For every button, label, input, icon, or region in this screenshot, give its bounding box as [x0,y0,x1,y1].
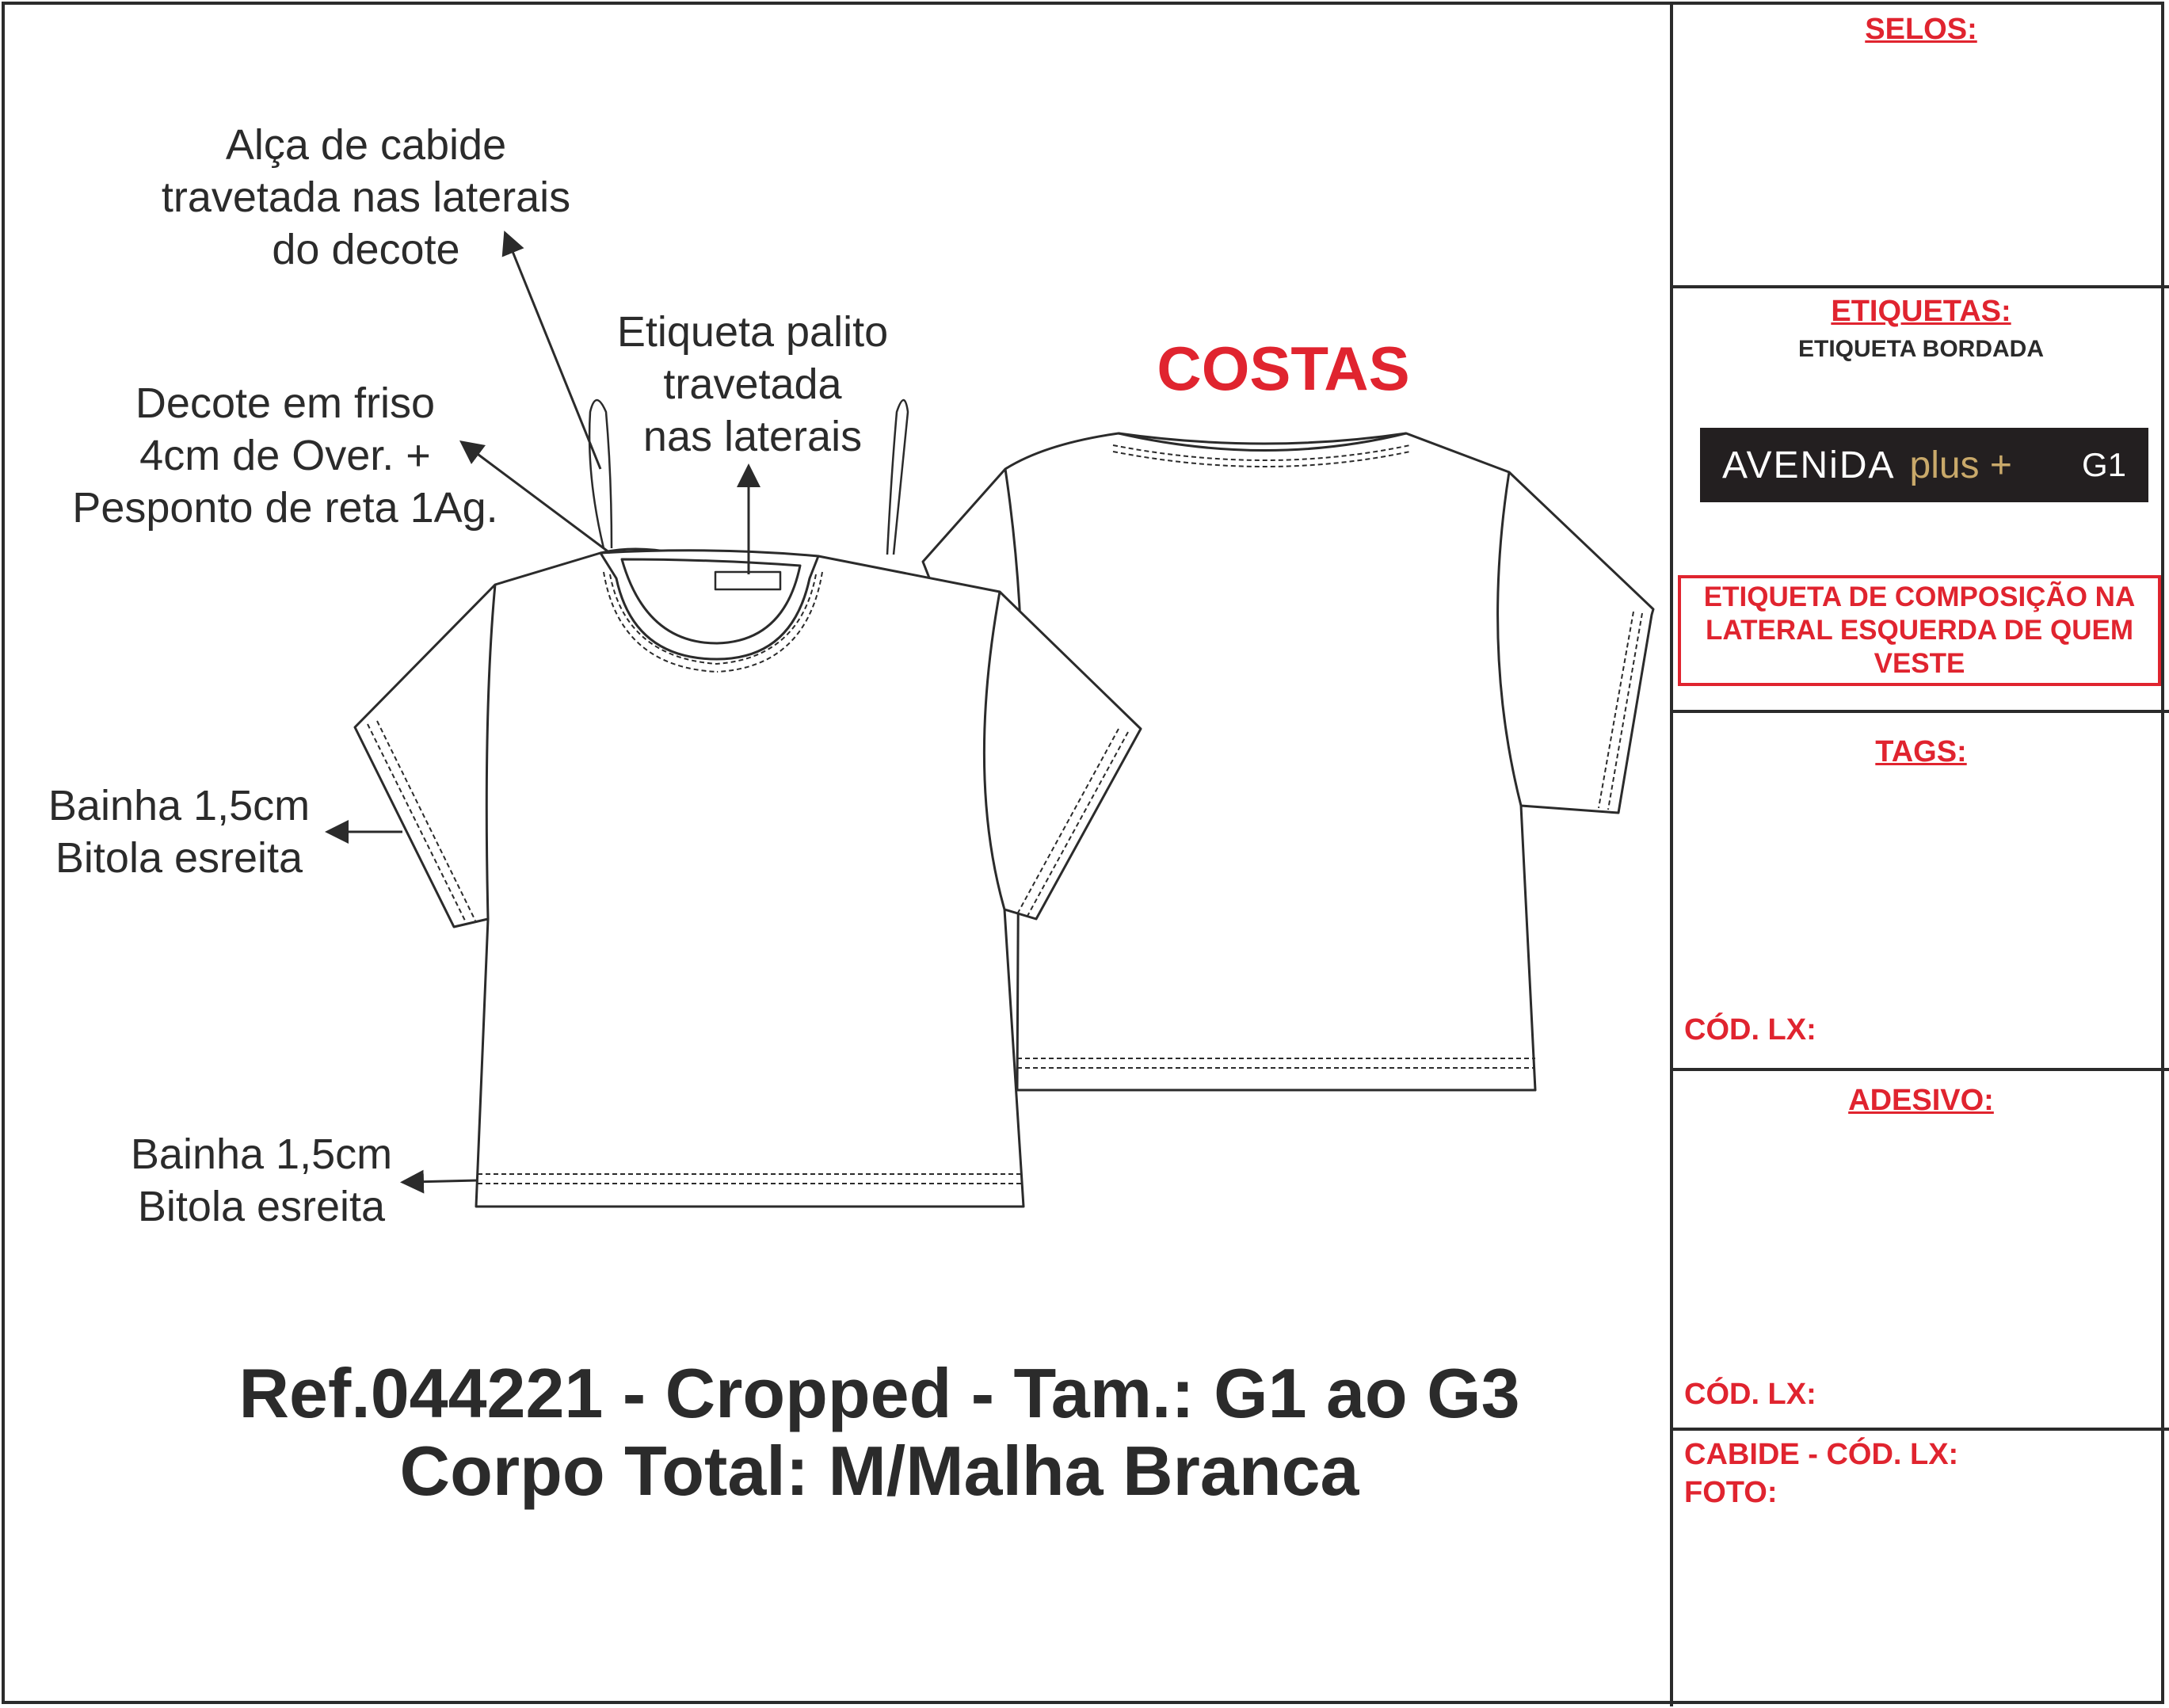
note-bainha-manga: Bainha 1,5cm Bitola esreita [48,782,311,882]
tags-cod-lx: CÓD. LX: [1684,1013,1816,1047]
etiqueta-tipo: ETIQUETA BORDADA [1798,336,2044,362]
brand-label-logo: AVENiDA plus + G1 [1700,428,2148,502]
sidebar-divider-etiquetas [1672,710,2169,713]
back-view-label: COSTAS [1157,334,1410,403]
adesivo-heading: ADESIVO: [1848,1084,1994,1117]
product-title: Ref.044221 - Cropped - Tam.: G1 ao G3 Corpo Total: M/Malha Branca [238,1354,1520,1510]
selos-heading: SELOS: [1865,13,1977,46]
etiquetas-heading: ETIQUETAS: [1831,295,2011,328]
note-alca-cabide: Alça de cabide travetada nas laterais do decote [161,121,571,273]
adesivo-cod-lx: CÓD. LX: [1684,1378,1816,1411]
sidebar-divider-tags [1672,1068,2169,1071]
note-etiqueta-palito: Etiqueta palito travetada nas laterais [616,308,889,460]
sidebar-divider-selos [1672,285,2169,288]
note-bainha-barra: Bainha 1,5cm Bitola esreita [130,1130,393,1230]
sidebar-divider-adesivo [1672,1428,2169,1431]
tags-heading: TAGS: [1875,735,1967,768]
cabide-foto: CABIDE - CÓD. LX: FOTO: [1684,1438,1959,1509]
note-decote: Decote em friso 4cm de Over. + Pesponto de reta 1Ag. [72,379,498,532]
composicao-note: ETIQUETA DE COMPOSIÇÃO NA LATERAL ESQUERDA DE QUEM VESTE [1678,575,2161,686]
